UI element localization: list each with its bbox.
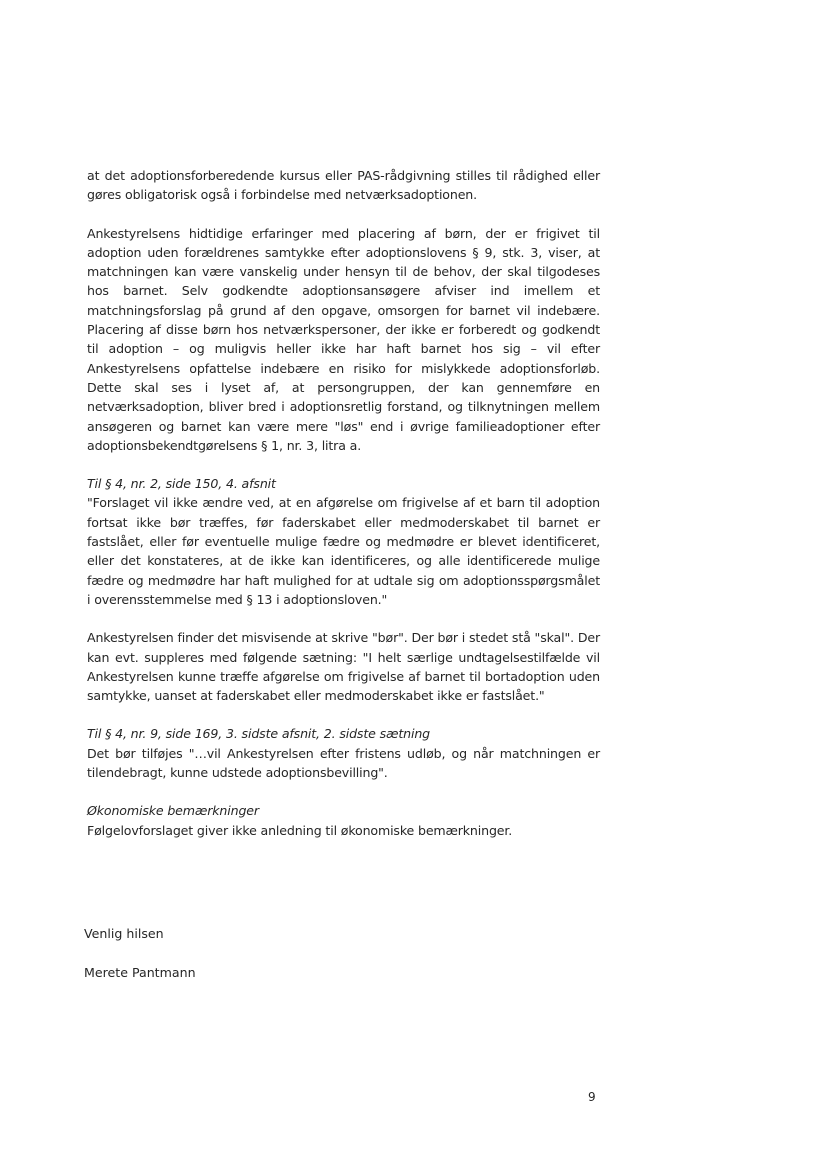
spacer (87, 782, 600, 801)
section-4-2 (87, 474, 600, 705)
spacer (87, 609, 600, 628)
experience-paragraph: Ankestyrelsens hidtidige erfaringer med placering af børn, der er frigivet til adoption uden forældrenes samtykke efter adoptionslovens § 9, stk. 3, viser, at matchningen kan være vanskelig under hensyn til de behov, der skal tilgodeses hos barnet. Selv godkendte adoptionsansøgere afviser ind imellem et matchningsforslag på grund af den opgave, omsorgen for barnet vil indebære. Placering af disse børn hos netværkspersoner, der ikke er forberedt og godkendt til adoption – og muligvis heller ikke har haft barnet hos sig – vil efter Ankestyrelsens opfattelse indebære en risiko for mislykkede adoptionsforløb. Dette skal ses i lyset af, at persongruppen, der kan gennemføre en netværksadoption, bliver bred i adoptionsretlig forstand, og tilknytningen mellem ansøgeren og barnet kan være mere "løs" end i øvrige familieadoptioner efter adoptionsbekendtgørelsens § 1, nr. 3, litra a. (87, 225, 600, 453)
spacer (87, 705, 600, 724)
section-heading: Til § 4, nr. 2, side 150, 4. afsnit (87, 476, 276, 492)
section-quote: "Forslaget vil ikke ændre ved, at en afgørelse om frigivelse af et barn til adoption fortsat ikke bør træffes, før faderskabet eller medmoderskabet til barnet er fastslået, eller før eventuelle mulige fædre og medmødre er blevet identificeret, eller det konstateres, at de ikke kan identificeres, og alle identificerede mulige fædre og medmødre har haft mulighed for at udtale sig om adoptionsspørgsmålet i overensstemmelse med § 13 i adoptionsloven." (87, 495, 600, 607)
closing-greeting: Venlig hilsen (84, 926, 164, 941)
section-heading: Til § 4, nr. 9, side 169, 3. sidste afsnit, 2. sidste sætning (87, 726, 431, 742)
page-number: 9 (588, 1090, 596, 1104)
spacer (87, 455, 600, 474)
signature-name: Merete Pantmann (84, 965, 196, 980)
section-heading: Økonomiske bemærkninger (87, 803, 259, 819)
intro-paragraph: at det adoptionsforberedende kursus eller PAS-rådgivning stilles til rådighed eller gøres obligatorisk også i forbindelse med netværksadoptionen. (87, 168, 600, 203)
section-body: Følgelovforslaget giver ikke anledning til økonomiske bemærkninger. (87, 822, 513, 838)
section-4-9 (87, 724, 600, 782)
document-body (87, 166, 600, 840)
section-body: Det bør tilføjes "…vil Ankestyrelsen efter fristens udløb, og når matchningen er tilendebragt, kunne udstede adoptionsbevilling". (87, 745, 600, 781)
spacer (87, 205, 600, 224)
section-comment: Ankestyrelsen finder det misvisende at skrive "bør". Der bør i stedet stå "skal". Der kan evt. suppleres med følgende sætning: "I helt særlige undtagelsestilfælde vil Ankestyrelsen kunne træffe afgørelse om frigivelse af barnet til bortadoption uden samtykke, uanset at faderskabet eller medmoderskabet ikke er fastslået." (87, 630, 600, 704)
section-economic (87, 801, 600, 840)
